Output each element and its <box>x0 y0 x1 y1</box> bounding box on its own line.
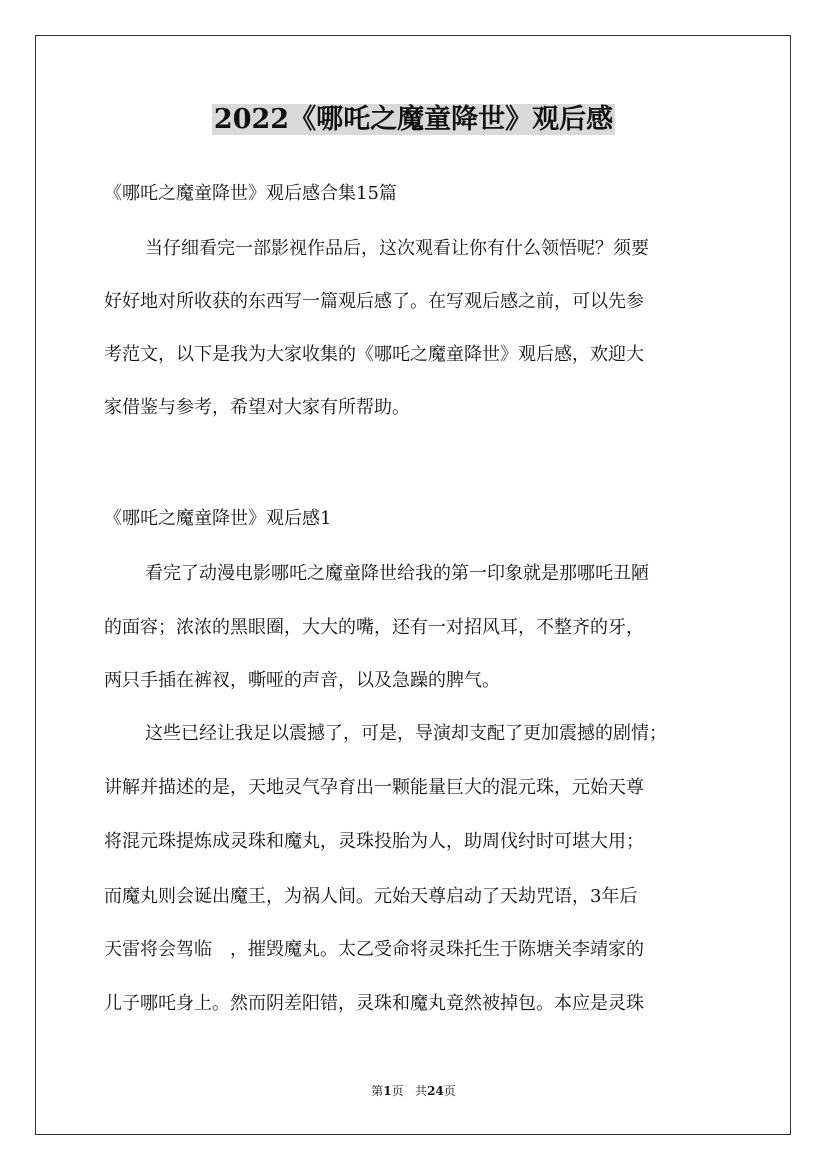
section-heading: 《哪吒之魔童降世》观后感1 <box>104 508 332 529</box>
footer-page-number: 1 <box>383 1084 392 1098</box>
paragraph-line: 的面容；浓浓的黑眼圈，大大的嘴，还有一对招风耳，不整齐的牙， <box>104 617 644 638</box>
paragraph-line: 而魔丸则会诞出魔王，为祸人间。元始天尊启动了天劫咒语，3年后 <box>104 886 638 907</box>
paragraph-line: 看完了动漫电影哪吒之魔童降世给我的第一印象就是那哪吒丑陋 <box>145 563 649 584</box>
paragraph-line: 讲解并描述的是，天地灵气孕育出一颗能量巨大的混元珠，元始天尊 <box>104 777 644 798</box>
paragraph-line: 好好地对所收获的东西写一篇观后感了。在写观后感之前，可以先参 <box>104 291 644 312</box>
subtitle-line: 《哪吒之魔童降世》观后感合集15篇 <box>104 183 397 204</box>
footer-page-suffix: 页 <box>391 1084 404 1098</box>
paragraph-line: 这些已经让我足以震撼了，可是，导演却支配了更加震撼的剧情； <box>145 723 667 744</box>
paragraph-line: 当仔细看完一部影视作品后，这次观看让你有什么领悟呢？须要 <box>145 238 649 259</box>
footer-total-pages: 24 <box>427 1084 444 1098</box>
document-title-text: 2022《哪吒之魔童降世》观后感 <box>213 104 614 135</box>
paragraph-line: 儿子哪吒身上。然而阴差阳错，灵珠和魔丸竟然被掉包。本应是灵珠 <box>104 993 644 1014</box>
footer-total-prefix: 共 <box>415 1084 428 1098</box>
footer-page-prefix: 第 <box>371 1084 384 1098</box>
paragraph-line: 考范文，以下是我为大家收集的《哪吒之魔童降世》观后感，欢迎大 <box>104 344 644 365</box>
paragraph-line: 两只手插在裤衩，嘶哑的声音，以及急躁的脾气。 <box>104 670 500 691</box>
paragraph-line: 将混元珠提炼成灵珠和魔丸，灵珠投胎为人，助周伐纣时可堪大用； <box>104 831 644 852</box>
paragraph-line: 家借鉴与参考，希望对大家有所帮助。 <box>104 397 410 418</box>
paragraph-line: 天雷将会驾临 ，摧毁魔丸。太乙受命将灵珠托生于陈塘关李靖家的 <box>104 939 644 960</box>
page-footer <box>0 1083 827 1099</box>
document-title <box>0 100 827 140</box>
footer-total-suffix: 页 <box>443 1084 456 1098</box>
